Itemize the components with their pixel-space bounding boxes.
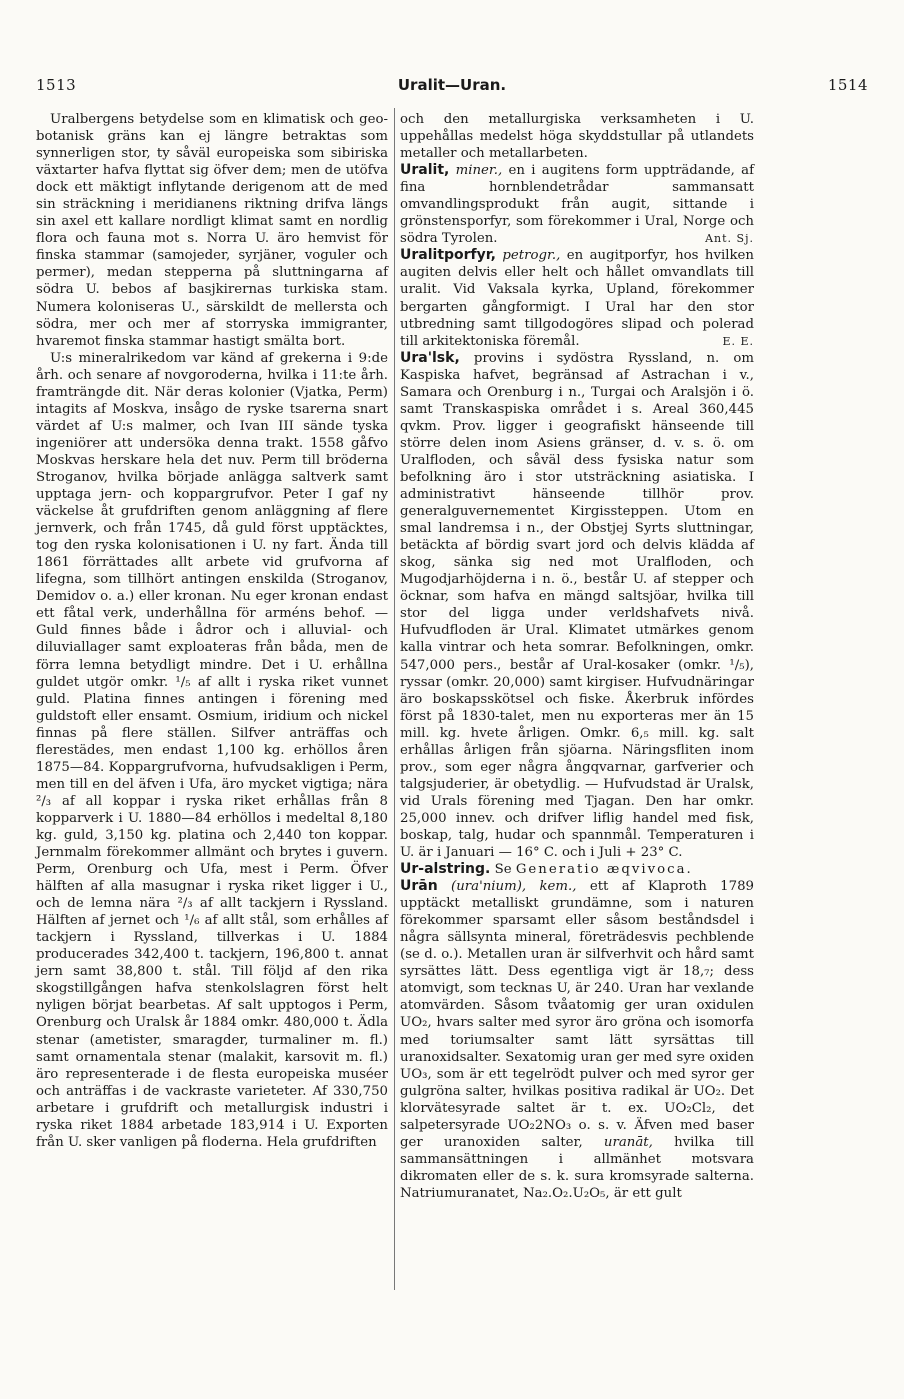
left-page-number: 1513 xyxy=(36,76,77,94)
entry-uralsk-text: provins i sydöstra Ryssland, n. om Kaspiska hafvet, begränsad af Astrachan i v., Samara och Orenburg i n., Turgai och Aralsjön i ö. samt Transkaspiska området i s. Areal 360,445 qvkm. Prov. ligger i geografiskt hänseende till större delen inom Asiens gränser, d. v. s. ö. om Uralfloden, och såväl dess fysiska natur som befolkning äro i stor utsträckning asiatiska. I administrativt hänseende tillhör prov. generalguvernementet Kirgissteppen. Utom en smal landremsa i n., der Obstjej Syrts sluttningar, betäckta af bördig svart jord och delvis klädda af skog, sänka sig ned mot Uralfloden, och Mugodjarhöjderna i n. ö., består U. af stepper och öcknar, som hafva en mängd saltsjöar, hvilka till stor del ligga under verldshafvets nivå. Hufvudfloden är Ural. Klimatet utmärkes genom kalla vintrar och heta somrar. Befolkningen, omkr. 547,000 pers., består af Ural-kosaker (omkr. ¹/₅), ryssar (omkr. 20,000) samt kirgiser. Hufvudnäringar äro boskapsskötsel och fiske. Åkerbruk infördes först på 1830-talet, men nu exporteras mer än 15 mill. kg. hvete årligen. Omkr. 6,₅ mill. kg. salt erhållas årligen från sjöarna. Näringsfliten inom prov., som eger några ångqvarnar, garfverier och talgsjuderier, är obetydlig. — Hufvudstad är Uralsk, vid Urals förening med Tjagan. Den har omkr. 25,000 innev. och drifver liflig handel med fisk, boskap, talg, hudar och spannmål. Temperaturen i U. är i Januari — 16° C. och i Juli + 23° C. xyxy=(400,350,754,861)
entry-uran-text-end: hvilka till sammansättningen i allmänhet motsvara dikromaten eller de s. k. sura kromsyrade salterna. Natriumuranatet, Na₂.O₂.U₂O₅, är ett gult xyxy=(400,1134,754,1201)
entry-uralitporfyr-text: en augitporfyr, hos hvilken augiten delvis eller helt och hållet omvandlats till uralit. Vid Vaksala kyrka, Upland, förekommer bergarten gångformigt. I Ural har den stor utbredning samt tillgodogöres slipad och polerad till arkitektoniska föremål. xyxy=(400,248,754,349)
entry-uran xyxy=(400,878,754,1202)
label-miner: miner., xyxy=(455,163,503,179)
entry-uralit-text: en i augitens form uppträdande, af fina hornblendetrådar sammansatt omvandlingsprodukt från augit, sittande i grönstensporfyr, som förekommer i Ural, Norge och södra Tyrolen. xyxy=(400,163,755,247)
entry-uralitporfyr xyxy=(400,247,754,349)
signature-ant-sj: Ant. Sj. xyxy=(705,232,754,246)
headword-uralitporfyr: Uralitporfyr, xyxy=(400,247,496,264)
label-petrogr: petrogr., xyxy=(502,248,561,264)
paragraph-continuation: och den metallurgiska verksamheten i U. uppehållas medelst höga skyddstullar på utlandets metaller och metallarbeten. xyxy=(400,112,754,162)
entry-uralit xyxy=(400,162,754,247)
entry-uralsk xyxy=(400,350,754,861)
page-header xyxy=(36,76,868,98)
pronunciation-uranium: (ura'nium), xyxy=(451,879,527,895)
right-column xyxy=(400,111,754,1202)
running-title: Uralit—Uran. xyxy=(397,76,507,94)
headword-uran: Urān xyxy=(400,878,438,895)
label-kem: kem., xyxy=(539,879,577,895)
cross-reference: Generatio æqvivoca. xyxy=(515,862,693,878)
right-page-number: 1514 xyxy=(827,76,868,94)
entry-ur-alstring xyxy=(400,861,754,878)
term-uranat: uranāt, xyxy=(603,1134,653,1150)
paragraph-geobotany: Uralbergens betydelse som en klimatisk och geo-botanisk gräns kan ej längre betraktas som synnerligen stor, ty såväl europeiska som sibiriska växtarter hafva flyttat sig öfver dem; men de utöfva dock ett mäktigt inflytande derigenom att de med sin sträckning i meridianens riktning drifva längs sin axel ett kallare nordligt klimat samt en nordlig flora och fauna mot s. Norra U. äro hemvist för finska stammar (samojeder, syrjäner, voguler och permer), medan stepperna på sluttningarna af södra U. bebos af basjkirernas turkiska stam. Numera koloniseras U., särskildt de mellersta och södra, mer och mer af storryska immigranter, hvaremot finska stammar hastigt smälta bort. xyxy=(36,112,388,349)
left-column xyxy=(36,111,388,1151)
headword-uralit: Uralit, xyxy=(400,162,450,179)
paragraph-minerals: U:s mineralrikedom var känd af grekerna i 9:de årh. och senare af novgoroderna, hvilka i 11:te årh. framträngde dit. När deras kolonier (Vjatka, Perm) intagits af Moskva, insågo de ryske tsarerna snart värdet af U:s malmer, och Ivan III sände tyska ingeniörer att undersöka denna trakt. 1558 gåfvo Moskvas herskare hela det nuv. Perm till bröderna Stroganov, hvilka började anlägga saltverk samt upptaga jern- och koppargrufvor. Peter I gaf ny väckelse åt grufdriften genom anläggning af flere jernverk, och från 1745, då guld först upptäcktes, tog den ryska kolonisationen i U. ny fart. Ända till 1861 förrättades allt arbete vid grufvorna af lifegna, som tillhört antingen enskilda (Stroganov, Demidov o. a.) eller kronan. Nu eger kronan endast ett fåtal verk, underhållna för arméns behof. — Guld finnes både i ådror och i alluvial- och diluviallager samt exploateras från båda, men de förra lemna betydligt mindre. Det i U. erhållna guldet utgör omkr. ¹/₅ af allt i ryska riket vunnet guld. Platina finnes antingen i förening med guldstoft eller ensamt. Osmium, iridium och nickel finnas på flere ställen. Silfver anträffas och flerestädes, men endast 1,100 kg. erhöllos åren 1875—84. Koppargrufvorna, hufvudsakligen i Perm, men till en del äfven i Ufa, äro mycket vigtiga; nära ²/₃ af all koppar i ryska riket erhållas från 8 kopparverk i U. 1880—84 erhöllos i medeltal 8,180 kg. guld, 3,150 kg. platina och 2,440 ton koppar. Jernmalm förekommer allmänt och brytes i guvern. Perm, Orenburg och Ufa, mest i Perm. Öfver hälften af alla masugnar i ryska riket ligger i U., och de lemna nära ²/₃ af allt tackjern i Ryssland. Hälften af jernet och ¹/₆ af allt stål, som erhålles af tackjern i Ryssland, tillverkas i U. 1884 producerades 342,400 t. tackjern, 196,800 t. annat jern samt 38,800 t. stål. Till följd af den rika skogstillgången hafva stenkolslagren först helt nyligen börjat bearbetas. Af salt upptogos i Perm, Orenburg och Uralsk år 1884 omkr. 480,000 t. Ädla stenar (ametister, smaragder, turmaliner m. fl.) samt ornamentala stenar (malakit, karsovit m. fl.) äro representerade i de flesta europeiska muséer och anträffas i de vackraste varieteter. Af 330,750 arbetare i grufdrift och metallurgisk industri i ryska riket 1884 arbetade 183,914 i U. Exporten från U. sker vanligen på floderna. Hela grufdriften xyxy=(36,350,388,1150)
entry-ur-alstring-text: Se xyxy=(490,862,516,878)
headword-ur-alstring: Ur-alstring. xyxy=(400,861,491,878)
headword-uralsk: Ura'lsk, xyxy=(400,349,460,366)
column-divider xyxy=(394,108,395,1290)
entry-uran-text: ett af Klaproth 1789 upptäckt metalliskt grundämne, som i naturen förekommer sparsamt eller såsom beståndsdel i några sällsynta mineral, företrädesvis pechblende (se d. o.). Metallen uran är silfverhvit och hård samt syrsättes lätt. Dess egentliga vigt är 18,₇; dess atomvigt, som tecknas U, är 240. Uran har vexlande atomvärden. Såsom tvåatomig ger uran oxidulen UO₂, hvars salter med syror äro gröna och isomorfa med toriumsalter samt lätt syrsättas till uranoxidsalter. Sexatomig uran ger med syre oxiden UO₃, som är ett tegelrödt pulver och med syror ger gulgröna salter, hvilkas positiva radikal är UO₂. Det klorvätesyrade saltet är t. ex. UO₂Cl₂, det salpetersyrade UO₂2NO₃ o. s. v. Äfven med baser ger uranoxiden salter, xyxy=(400,879,755,1150)
signature-e-e: E. E. xyxy=(722,334,754,348)
